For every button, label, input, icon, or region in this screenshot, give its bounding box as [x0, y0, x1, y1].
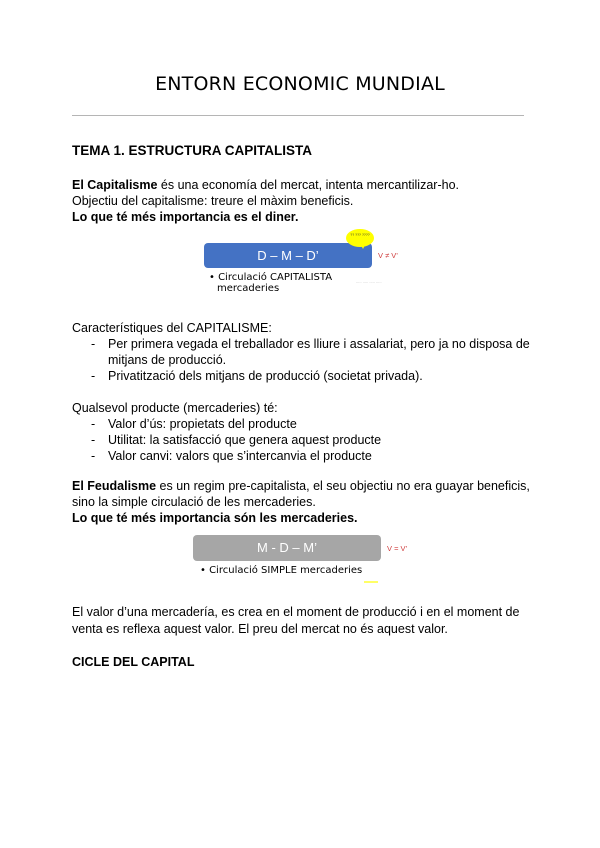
- list-item: - Per primera vegada el treballador es lliure i assalariat, pero ja no disposa de: [72, 336, 530, 352]
- feudalism-importance: Lo que té més importancia són les mercaderies.: [72, 511, 358, 525]
- capitalism-importance: Lo que té més importancia es el diner.: [72, 210, 299, 224]
- capitalism-term: El Capitalisme: [72, 178, 158, 192]
- value-equality-note: V = V’: [387, 544, 408, 553]
- title-divider: [72, 115, 524, 116]
- highlight-mark: [364, 581, 378, 583]
- section-heading-cicle: CICLE DEL CAPITAL: [72, 655, 195, 669]
- capitalist-circulation-label-2: mercaderies: [217, 283, 280, 294]
- feudalism-line2: sino la simple circulació de les mercaderies.: [72, 495, 316, 509]
- list-item-continuation: [72, 352, 530, 368]
- capitalist-circulation-label: • Circulació CAPITALISTA: [209, 272, 333, 283]
- page-title: ENTORN ECONOMIC MUNDIAL: [155, 73, 445, 95]
- faint-annotation: ..... ..... ..... .....: [356, 279, 382, 284]
- product-list: [72, 416, 381, 464]
- value-paragraph-line1: El valor d’una mercadería, es crea en el moment de producció i en el moment de: [72, 605, 520, 619]
- feudalism-definition: [72, 478, 530, 494]
- callout-bubble: ?? ??? ????: [346, 229, 374, 247]
- value-inequality-note: V ≠ V’: [378, 251, 398, 260]
- list-item: - Valor canvi: valors que s’intercanvia el producte: [72, 448, 381, 464]
- feudalism-text: es un regim pre-capitalista, el seu objectiu no era guayar beneficis,: [156, 479, 530, 493]
- simple-circulation-label: • Circulació SIMPLE mercaderies: [200, 565, 363, 576]
- simple-circulation-box: M - D – M’: [193, 535, 381, 561]
- capitalism-text: és una economía del mercat, intenta mercantilizar-ho.: [157, 178, 459, 192]
- characteristics-list: [72, 336, 530, 384]
- product-intro: Qualsevol producte (mercaderies) té:: [72, 401, 278, 415]
- feudalism-term: El Feudalisme: [72, 479, 157, 493]
- list-item: - Valor d’ús: propietats del producte: [72, 416, 381, 432]
- section-heading-tema-1: TEMA 1. ESTRUCTURA CAPITALISTA: [72, 143, 312, 158]
- list-item: - Privatització dels mitjans de producció (societat privada).: [72, 368, 530, 384]
- capitalism-objective: Objectiu del capitalisme: treure el màxim beneficis.: [72, 194, 354, 208]
- callout-tail: [360, 243, 366, 249]
- capitalism-definition: [72, 177, 459, 193]
- list-item-text: mitjans de producció.: [108, 353, 227, 367]
- value-paragraph-line2: venta es reflexa aquest valor. El preu del mercat no és aquest valor.: [72, 622, 448, 636]
- list-item: - Utilitat: la satisfacció que genera aquest producte: [72, 432, 381, 448]
- capitalist-circulation-box: D – M – D’: [204, 243, 372, 268]
- characteristics-intro: Característiques del CAPITALISME:: [72, 321, 272, 335]
